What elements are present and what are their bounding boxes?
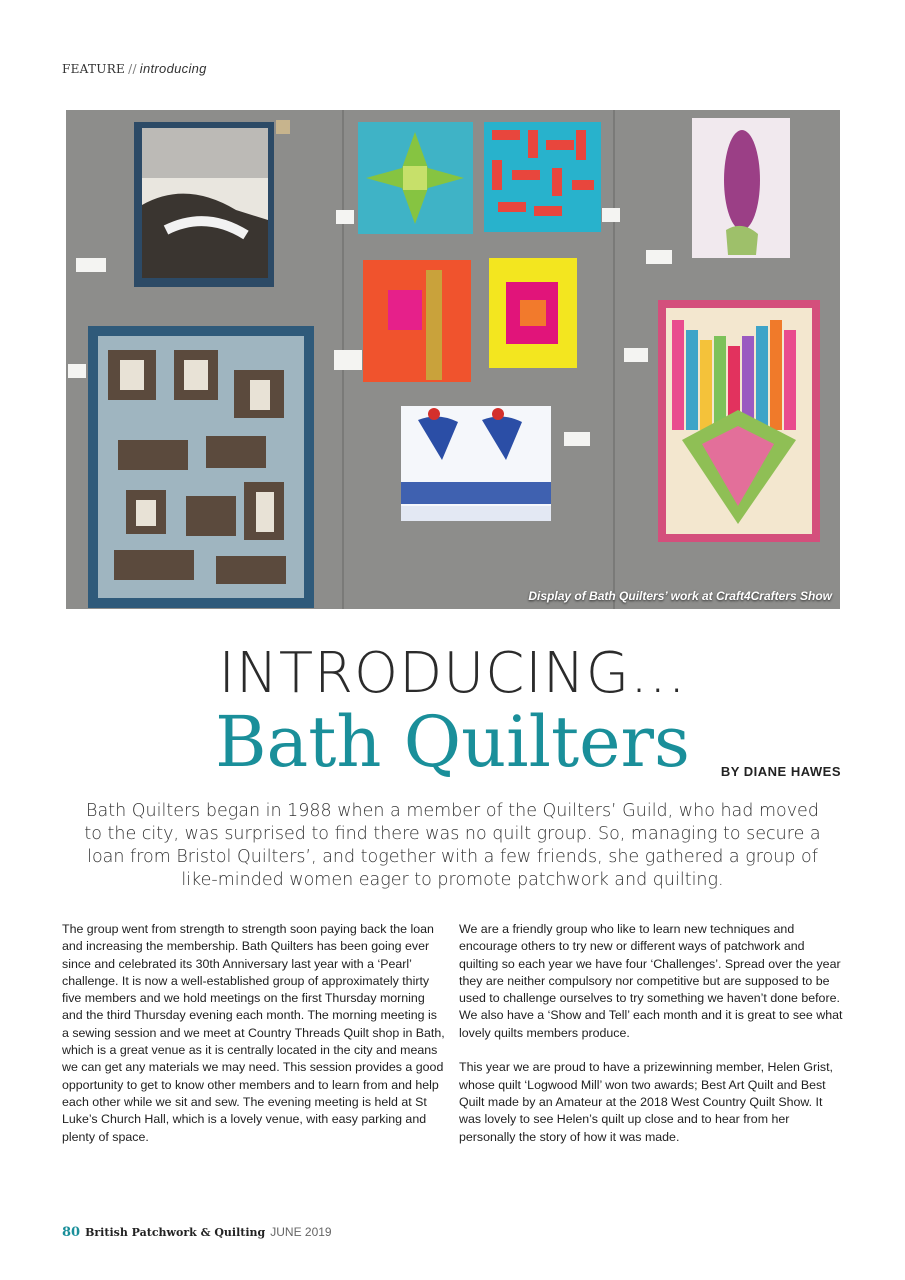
quilt-landscape (134, 120, 290, 287)
page-title: Bath Quilters (215, 701, 690, 783)
quilt-maze (484, 122, 601, 232)
page-number: 80 (62, 1225, 81, 1240)
quilt-foxglove (692, 118, 790, 258)
body-column-right (459, 921, 843, 1163)
quilt-vase (658, 300, 820, 542)
page-footer (62, 1225, 332, 1240)
body-paragraph: We are a friendly group who like to learn new techniques and encourage others to try new or different ways of patchwork and quilting so each year we have four ‘Challenges’. Spread over the year they are neither compulsory nor competitive but are supposed to be used to challenge ourselves to try something we haven’t done before. We also have a ‘Show and Tell’ each month and it is great to see what lovely quilts members produce. (459, 922, 843, 1040)
body-paragraph: The group went from strength to strength soon paying back the loan and increasing the membership. Bath Quilters has been going ever since and celebrated its 30th Anniversary last year with a ‘Pearl’ challenge. It is now a well-established group of approximately thirty five members and we hold meetings on the first Thursday morning and the third Thursday evening each month. The morning meeting is a sewing session and we meet at Country Threads Quilt shop in Bath, which is a great venue as it is centrally located in the city and means we can get any materials we may need. This session provides a good opportunity to get to know other members and to learn from and help each other while we sit and sew. The evening meeting is held at St Luke’s Church Hall, which is a lovely venue, with easy parking and plenty of space. (62, 922, 445, 1144)
quilt-display-illustration (66, 110, 840, 609)
quilt-orange (363, 260, 471, 382)
section-label (62, 61, 207, 76)
section-sub: introducing (139, 61, 207, 76)
issue-date: JUNE 2019 (270, 1225, 332, 1239)
section-name: FEATURE (62, 62, 126, 76)
photo-caption: Display of Bath Quilters’ work at Craft4Crafters Show (528, 589, 832, 603)
body-column-left (62, 921, 446, 1163)
body-paragraph: This year we are proud to have a prizewinning member, Helen Grist, whose quilt ‘Logwood Mill’ won two awards; Best Art Quilt and Best Quilt made by an Amateur at the 2018 West Country Quilt Show. It was lovely to see Helen’s quilt up close and to hear from her personally the story of how it was made. (459, 1060, 833, 1144)
section-separator: // (128, 62, 137, 76)
standfirst: Bath Quilters began in 1988 when a member of the Quilters’ Guild, who had moved to the city, was surprised to find there was no quilt group. So, managing to secure a loan from Bristol Quilters’, and together with a few friends, she gathered a group of like-minded women eager to promote patchwork and quilting. (84, 801, 821, 890)
quilt-sundae (401, 406, 551, 521)
feature-photo (66, 110, 840, 609)
quilt-animals (88, 326, 314, 608)
byline: BY DIANE HAWES (720, 764, 841, 779)
quilt-star (358, 122, 473, 234)
magazine-name: British Patchwork & Quilting (85, 1226, 266, 1239)
quilt-yellow (489, 258, 577, 368)
title-kicker: INTRODUCING... (218, 641, 687, 706)
